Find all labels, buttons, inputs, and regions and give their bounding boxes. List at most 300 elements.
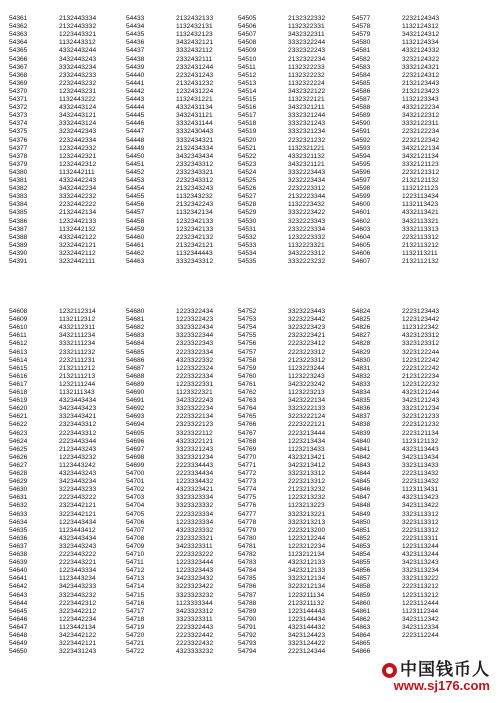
serial-value: 1223112444 bbox=[402, 599, 439, 607]
serial-value: 3332321234 bbox=[288, 128, 326, 136]
serial-value: 2223113312 bbox=[402, 526, 439, 534]
serial-number: 54713 bbox=[126, 575, 145, 583]
serial-number: 54706 bbox=[126, 518, 145, 526]
serial-value: 1123112344 bbox=[402, 607, 439, 615]
serial-value: 1132442132 bbox=[59, 225, 96, 233]
serial-value: 3223223442 bbox=[288, 316, 326, 324]
serial-value: 3332431144 bbox=[176, 120, 213, 128]
serial-value: 4323123312 bbox=[402, 332, 440, 340]
serial-number: 54373 bbox=[9, 112, 28, 120]
serial-number: 54711 bbox=[126, 559, 144, 567]
serial-number: 54362 bbox=[9, 23, 28, 31]
serial-number: 54457 bbox=[126, 209, 145, 217]
serial-number: 54382 bbox=[9, 185, 28, 193]
serial-value: 2223223312 bbox=[288, 348, 326, 356]
serial-number: 54605 bbox=[352, 241, 371, 249]
serial-value: 3232442111 bbox=[59, 258, 96, 265]
serial-number: 54825 bbox=[352, 316, 371, 324]
serial-value: 2323322343 bbox=[176, 340, 214, 348]
serial-number: 54589 bbox=[352, 112, 371, 120]
serial-value: 1223144443 bbox=[288, 607, 326, 615]
serial-number: 54684 bbox=[126, 340, 145, 348]
serial-value: 3423113434 bbox=[402, 453, 439, 461]
serial-value: 2232124343 bbox=[402, 15, 440, 22]
serial-value: 2223112244 bbox=[402, 632, 439, 639]
serial-number: 54638 bbox=[9, 551, 28, 558]
serial-number: 54772 bbox=[238, 470, 257, 477]
serial-number: 54617 bbox=[9, 380, 28, 388]
serial-number: 54577 bbox=[352, 15, 371, 22]
serial-value: 2132431232 bbox=[176, 79, 214, 87]
serial-value: 1223443321 bbox=[59, 31, 97, 39]
serial-number: 54841 bbox=[352, 445, 371, 453]
serial-value: 1132112312 bbox=[59, 316, 96, 324]
serial-value: 3423222134 bbox=[288, 397, 326, 405]
serial-number: 54864 bbox=[352, 632, 371, 639]
serial-value: 1123223213 bbox=[288, 389, 325, 396]
serial-value: 3323213213 bbox=[288, 518, 326, 526]
serial-number: 54765 bbox=[238, 413, 257, 421]
serial-number: 54634 bbox=[9, 518, 28, 526]
serial-value: 1232443231 bbox=[59, 87, 97, 95]
serial-number: 54830 bbox=[352, 356, 371, 364]
serial-number: 54598 bbox=[352, 185, 371, 193]
serial-value: 3323124422 bbox=[288, 640, 326, 648]
serial-number: 54781 bbox=[238, 542, 257, 550]
serial-number: 54512 bbox=[238, 71, 257, 79]
serial-value: 4323121244 bbox=[402, 389, 440, 396]
serial-number: 54463 bbox=[126, 258, 145, 265]
serial-value: 3432443243 bbox=[59, 55, 97, 63]
serial-value: 3232442112 bbox=[59, 249, 96, 257]
serial-value: 1132113423 bbox=[402, 201, 439, 209]
serial-value: 3332434321 bbox=[176, 136, 214, 144]
serial-number: 54628 bbox=[9, 470, 28, 477]
serial-number: 54597 bbox=[352, 177, 371, 184]
serial-number: 54760 bbox=[238, 372, 257, 380]
serial-number: 54764 bbox=[238, 405, 257, 413]
serial-value: 4332443244 bbox=[59, 47, 97, 55]
serial-value: 1223211134 bbox=[288, 591, 325, 599]
serial-value: 3423112334 bbox=[402, 623, 439, 631]
serial-value: 3332430443 bbox=[176, 128, 214, 136]
serial-number: 54827 bbox=[352, 332, 371, 340]
serial-value: 1132322121 bbox=[288, 96, 325, 103]
serial-number: 54513 bbox=[238, 79, 257, 87]
serial-value: 1132223321 bbox=[288, 241, 325, 249]
serial-number: 54454 bbox=[126, 185, 145, 193]
serial-number: 54691 bbox=[126, 397, 145, 405]
serial-number: 54518 bbox=[238, 120, 257, 128]
serial-value: 3332122311 bbox=[402, 120, 439, 128]
serial-number: 54582 bbox=[352, 55, 371, 63]
serial-value: 1223442234 bbox=[59, 615, 97, 623]
serial-value: 3323322344 bbox=[176, 332, 214, 340]
serial-number: 54599 bbox=[352, 193, 371, 201]
serial-number: 54378 bbox=[9, 152, 28, 160]
serial-number: 54721 bbox=[126, 640, 145, 648]
serial-value: 2223113311 bbox=[402, 534, 439, 542]
serial-number: 54752 bbox=[238, 308, 257, 315]
serial-number: 54625 bbox=[9, 445, 28, 453]
serial-value: 3323322434 bbox=[176, 324, 214, 332]
serial-value: 2132121132 bbox=[402, 177, 439, 184]
serial-number: 54514 bbox=[238, 87, 257, 95]
serial-number: 54631 bbox=[9, 494, 28, 502]
serial-value: 3332113313 bbox=[402, 225, 439, 233]
serial-value: 2132443334 bbox=[59, 15, 97, 22]
serial-value: 1132124334 bbox=[402, 39, 439, 47]
serial-number: 54579 bbox=[352, 31, 371, 39]
serial-number: 54390 bbox=[9, 249, 28, 257]
serial-value: 3432122312 bbox=[402, 112, 440, 120]
serial-number: 54787 bbox=[238, 591, 257, 599]
serial-number: 54446 bbox=[126, 120, 145, 128]
serial-number: 54588 bbox=[352, 104, 371, 112]
serial-number: 54532 bbox=[238, 233, 257, 241]
serial-number: 54707 bbox=[126, 526, 145, 534]
serial-number: 54509 bbox=[238, 47, 257, 55]
serial-value: 4323113244 bbox=[402, 551, 439, 558]
serial-number: 54367 bbox=[9, 63, 28, 71]
serial-value: 3432432121 bbox=[176, 39, 214, 47]
serial-value: 2223121232 bbox=[402, 421, 440, 429]
serial-number: 54636 bbox=[9, 534, 28, 542]
serial-number: 54712 bbox=[126, 567, 145, 575]
serial-number: 54863 bbox=[352, 623, 371, 631]
serial-number: 54785 bbox=[238, 575, 257, 583]
serial-number: 54376 bbox=[9, 136, 28, 144]
serial-value: 1132322331 bbox=[288, 23, 325, 31]
serial-value: 1132113211 bbox=[402, 249, 438, 257]
serial-value: 3432124312 bbox=[402, 31, 440, 39]
serial-value: 2132322332 bbox=[288, 15, 326, 22]
serial-number: 54700 bbox=[126, 470, 145, 477]
serial-number: 54522 bbox=[238, 152, 257, 160]
serial-value: 2223322334 bbox=[176, 372, 214, 380]
serial-value: 3323443421 bbox=[59, 413, 97, 421]
serial-value: 2223443344 bbox=[59, 437, 97, 445]
serial-number: 54370 bbox=[9, 87, 28, 95]
serial-number: 54641 bbox=[9, 575, 28, 583]
serial-number: 54626 bbox=[9, 453, 28, 461]
serial-number: 54839 bbox=[352, 429, 371, 437]
serial-value: 2323322123 bbox=[176, 421, 214, 429]
serial-number: 54836 bbox=[352, 405, 371, 413]
serial-number: 54604 bbox=[352, 233, 371, 241]
serial-number: 54441 bbox=[126, 79, 145, 87]
serial-number: 54449 bbox=[126, 144, 145, 152]
serial-value: 2232223312 bbox=[288, 185, 326, 193]
serial-value: 2223322432 bbox=[176, 640, 214, 648]
serial-number: 54443 bbox=[126, 96, 145, 103]
serial-number: 54852 bbox=[352, 534, 371, 542]
serial-number: 54379 bbox=[9, 160, 28, 168]
serial-value: 3323322112 bbox=[176, 429, 213, 437]
serial-value: 2132223344 bbox=[288, 193, 326, 201]
serial-value: 3423113243 bbox=[402, 559, 439, 567]
serial-value: 2232113312 bbox=[402, 233, 439, 241]
serial-value: 2223322442 bbox=[176, 632, 214, 639]
serial-value: 2332431244 bbox=[176, 63, 214, 71]
serial-number: 54640 bbox=[9, 567, 28, 575]
serial-number: 54834 bbox=[352, 389, 371, 396]
serial-value: 3423223242 bbox=[288, 380, 326, 388]
serial-number: 54374 bbox=[9, 120, 28, 128]
serial-number: 54520 bbox=[238, 136, 257, 144]
serial-value: 3323323311 bbox=[176, 615, 213, 623]
serial-number: 54831 bbox=[352, 364, 371, 372]
serial-value: 2332223334 bbox=[288, 225, 326, 233]
serial-number: 54444 bbox=[126, 104, 145, 112]
serial-value: 1123122342 bbox=[402, 324, 439, 332]
serial-value: 2223443312 bbox=[59, 429, 97, 437]
serial-number: 54862 bbox=[352, 615, 371, 623]
serial-number: 54623 bbox=[9, 429, 28, 437]
serial-value: 1132432131 bbox=[176, 23, 213, 31]
serial-value: 2132111212 bbox=[59, 364, 96, 372]
serial-value: 3223113312 bbox=[402, 518, 439, 526]
serial-number: 54436 bbox=[126, 39, 145, 47]
serial-value: 2223113432 bbox=[402, 478, 439, 486]
serial-value: 3432122134 bbox=[402, 144, 440, 152]
serial-number: 54762 bbox=[238, 389, 257, 396]
serial-value: 3332121123 bbox=[402, 160, 439, 168]
serial-number: 54784 bbox=[238, 567, 257, 575]
serial-value: 2332443233 bbox=[59, 71, 97, 79]
serial-value: 1223334432 bbox=[176, 478, 214, 486]
serial-value: 2332322243 bbox=[288, 47, 326, 55]
serial-value: 4332431134 bbox=[176, 104, 213, 112]
serial-number: 54529 bbox=[238, 209, 257, 217]
serial-number: 54595 bbox=[352, 160, 371, 168]
serial-number: 54506 bbox=[238, 23, 257, 31]
serial-value: 2223213312 bbox=[288, 478, 326, 486]
serial-number: 54462 bbox=[126, 249, 145, 257]
serial-value: 1232442133 bbox=[59, 217, 97, 225]
serial-number: 54865 bbox=[352, 640, 371, 648]
serial-number: 54451 bbox=[126, 160, 145, 168]
serial-value: 4332112311 bbox=[59, 324, 96, 332]
serial-number: 54517 bbox=[238, 112, 257, 120]
serial-number: 54590 bbox=[352, 120, 371, 128]
serial-number: 54603 bbox=[352, 225, 371, 233]
serial-number: 54856 bbox=[352, 567, 371, 575]
serial-number: 54583 bbox=[352, 63, 371, 71]
serial-value: 3332443124 bbox=[59, 120, 97, 128]
serial-number: 54607 bbox=[352, 258, 371, 265]
serial-number: 54773 bbox=[238, 478, 257, 486]
serial-value: 1123442134 bbox=[59, 623, 96, 631]
serial-value: 3432223312 bbox=[288, 249, 326, 257]
serial-number: 54456 bbox=[126, 201, 145, 209]
serial-number: 54685 bbox=[126, 348, 145, 356]
serial-number: 54857 bbox=[352, 575, 371, 583]
serial-number: 54715 bbox=[126, 591, 145, 599]
serial-number: 54453 bbox=[126, 177, 145, 184]
serial-number: 54511 bbox=[238, 63, 256, 71]
serial-value: 1232442332 bbox=[59, 144, 97, 152]
serial-value: 4323443243 bbox=[59, 470, 97, 477]
serial-value: 1223322423 bbox=[176, 316, 214, 324]
serial-value: 3423322243 bbox=[176, 397, 214, 405]
serial-value: 1123443234 bbox=[59, 575, 96, 583]
serial-number: 54609 bbox=[9, 316, 28, 324]
serial-value: 3332321244 bbox=[288, 112, 326, 120]
serial-value: 4332443124 bbox=[59, 104, 97, 112]
serial-number: 54438 bbox=[126, 55, 145, 63]
serial-value: 4323144432 bbox=[288, 623, 326, 631]
serial-number: 54683 bbox=[126, 332, 145, 340]
serial-number: 54770 bbox=[238, 453, 257, 461]
serial-number: 54690 bbox=[126, 389, 145, 396]
serial-number: 54523 bbox=[238, 160, 257, 168]
serial-number: 54783 bbox=[238, 559, 257, 567]
serial-value: 2223113212 bbox=[402, 583, 439, 591]
serial-number: 54371 bbox=[9, 96, 28, 103]
serial-number: 54592 bbox=[352, 136, 371, 144]
serial-number: 54615 bbox=[9, 364, 28, 372]
serial-number: 54372 bbox=[9, 104, 28, 112]
serial-value: 2223322334 bbox=[176, 348, 214, 356]
serial-number: 54701 bbox=[126, 478, 145, 486]
serial-number: 54645 bbox=[9, 607, 28, 615]
serial-value: 3423443423 bbox=[59, 405, 97, 413]
serial-value: 3423323311 bbox=[176, 542, 213, 550]
serial-value: 2223334443 bbox=[176, 461, 214, 469]
serial-value: 2132442134 bbox=[59, 209, 97, 217]
serial-value: 3232223434 bbox=[288, 177, 326, 184]
serial-number: 54768 bbox=[238, 437, 257, 445]
serial-number: 54702 bbox=[126, 486, 145, 494]
serial-value: 1223144434 bbox=[288, 615, 326, 623]
serial-value: 3323443232 bbox=[59, 591, 97, 599]
serial-number: 54851 bbox=[352, 526, 371, 534]
serial-value: 2232122234 bbox=[402, 128, 440, 136]
serial-number: 54769 bbox=[238, 445, 257, 453]
serial-value: 1223443232 bbox=[59, 453, 97, 461]
serial-value: 2223322134 bbox=[176, 413, 214, 421]
serial-number: 54616 bbox=[9, 372, 28, 380]
serial-value: 1223323334 bbox=[176, 518, 214, 526]
serial-value: 1123212134 bbox=[288, 551, 325, 558]
serial-number: 54581 bbox=[352, 47, 371, 55]
serial-value: 1132443222 bbox=[59, 96, 96, 103]
serial-value: 2232431243 bbox=[176, 71, 214, 79]
serial-number: 54619 bbox=[9, 397, 28, 405]
serial-value: 1132321221 bbox=[288, 144, 325, 152]
serial-number: 54516 bbox=[238, 104, 257, 112]
serial-number: 54688 bbox=[126, 372, 145, 380]
serial-value: 2132434334 bbox=[176, 144, 214, 152]
serial-number: 54698 bbox=[126, 453, 145, 461]
serial-value: 1223322324 bbox=[176, 364, 214, 372]
serial-value: 2332432111 bbox=[176, 55, 213, 63]
serial-number: 54622 bbox=[9, 421, 28, 429]
serial-number: 54627 bbox=[9, 461, 28, 469]
serial-number: 54755 bbox=[238, 332, 257, 340]
serial-number: 54369 bbox=[9, 79, 28, 87]
serial-value: 1132343232 bbox=[176, 193, 213, 201]
serial-value: 1223443434 bbox=[59, 518, 97, 526]
serial-number: 54527 bbox=[238, 193, 257, 201]
serial-number: 54614 bbox=[9, 356, 28, 364]
serial-number: 54585 bbox=[352, 79, 371, 87]
serial-number: 54386 bbox=[9, 217, 28, 225]
serial-number: 54507 bbox=[238, 31, 257, 39]
serial-value: 1132223432 bbox=[288, 201, 325, 209]
serial-number: 54437 bbox=[126, 47, 145, 55]
serial-value: 2223223412 bbox=[288, 340, 326, 348]
serial-number: 54375 bbox=[9, 128, 28, 136]
serial-number: 54838 bbox=[352, 421, 371, 429]
serial-value: 3223443233 bbox=[59, 486, 97, 494]
serial-value: 3432442234 bbox=[59, 185, 97, 193]
serial-number: 54458 bbox=[126, 217, 145, 225]
serial-value: 3423213412 bbox=[288, 461, 326, 469]
serial-value: 3323321234 bbox=[176, 453, 214, 461]
serial-value: 1132322224 bbox=[288, 79, 325, 87]
serial-number: 54753 bbox=[238, 316, 257, 324]
serial-value: 1123213433 bbox=[288, 445, 325, 453]
serial-value: 2132123423 bbox=[402, 87, 440, 95]
serial-value: 2223443222 bbox=[59, 494, 97, 502]
serial-number: 54714 bbox=[126, 583, 145, 591]
serial-value: 3423113422 bbox=[402, 502, 439, 510]
serial-value: 3232124322 bbox=[402, 55, 440, 63]
serial-number: 54846 bbox=[352, 486, 371, 494]
serial-value: 2232122342 bbox=[402, 136, 440, 144]
serial-value: 2223123443 bbox=[402, 308, 440, 315]
serial-number: 54848 bbox=[352, 502, 371, 510]
serial-number: 54782 bbox=[238, 551, 257, 558]
serial-value: 1123443412 bbox=[59, 526, 96, 534]
serial-number: 54618 bbox=[9, 389, 28, 396]
serial-value: 3323213312 bbox=[288, 470, 326, 477]
serial-value: 3323121234 bbox=[402, 405, 440, 413]
watermark bbox=[382, 661, 490, 693]
serial-value: 3232442343 bbox=[59, 128, 97, 136]
serial-number: 54434 bbox=[126, 23, 145, 31]
serial-number: 54535 bbox=[238, 258, 257, 265]
serial-number: 54613 bbox=[9, 348, 28, 356]
serial-value: 2223323334 bbox=[176, 510, 214, 518]
serial-number: 54630 bbox=[9, 486, 28, 494]
serial-value: 1132322233 bbox=[288, 63, 325, 71]
serial-value: 2132111213 bbox=[59, 372, 96, 380]
serial-number: 54377 bbox=[9, 144, 28, 152]
serial-value: 3323323332 bbox=[176, 502, 214, 510]
serial-value: 1223323444 bbox=[176, 559, 214, 567]
serial-number: 54710 bbox=[126, 551, 145, 558]
serial-value: 4332122234 bbox=[402, 104, 440, 112]
serial-number: 54847 bbox=[352, 494, 371, 502]
serial-number: 54639 bbox=[9, 559, 28, 567]
serial-value: 1123223243 bbox=[288, 372, 325, 380]
serial-value: 3332432112 bbox=[176, 47, 213, 55]
serial-number: 54758 bbox=[238, 356, 257, 364]
serial-value: 3423323312 bbox=[176, 607, 214, 615]
serial-value: 3432443121 bbox=[59, 112, 97, 120]
serial-number: 54387 bbox=[9, 225, 28, 233]
serial-value: 2132342243 bbox=[176, 201, 214, 209]
serial-number: 54829 bbox=[352, 348, 371, 356]
serial-value: 3232442121 bbox=[59, 241, 97, 249]
serial-value: 3323212134 bbox=[288, 575, 326, 583]
serial-value: 3432343434 bbox=[176, 152, 214, 160]
serial-value: 3423124423 bbox=[288, 632, 326, 639]
serial-value: 2123443243 bbox=[59, 445, 97, 453]
